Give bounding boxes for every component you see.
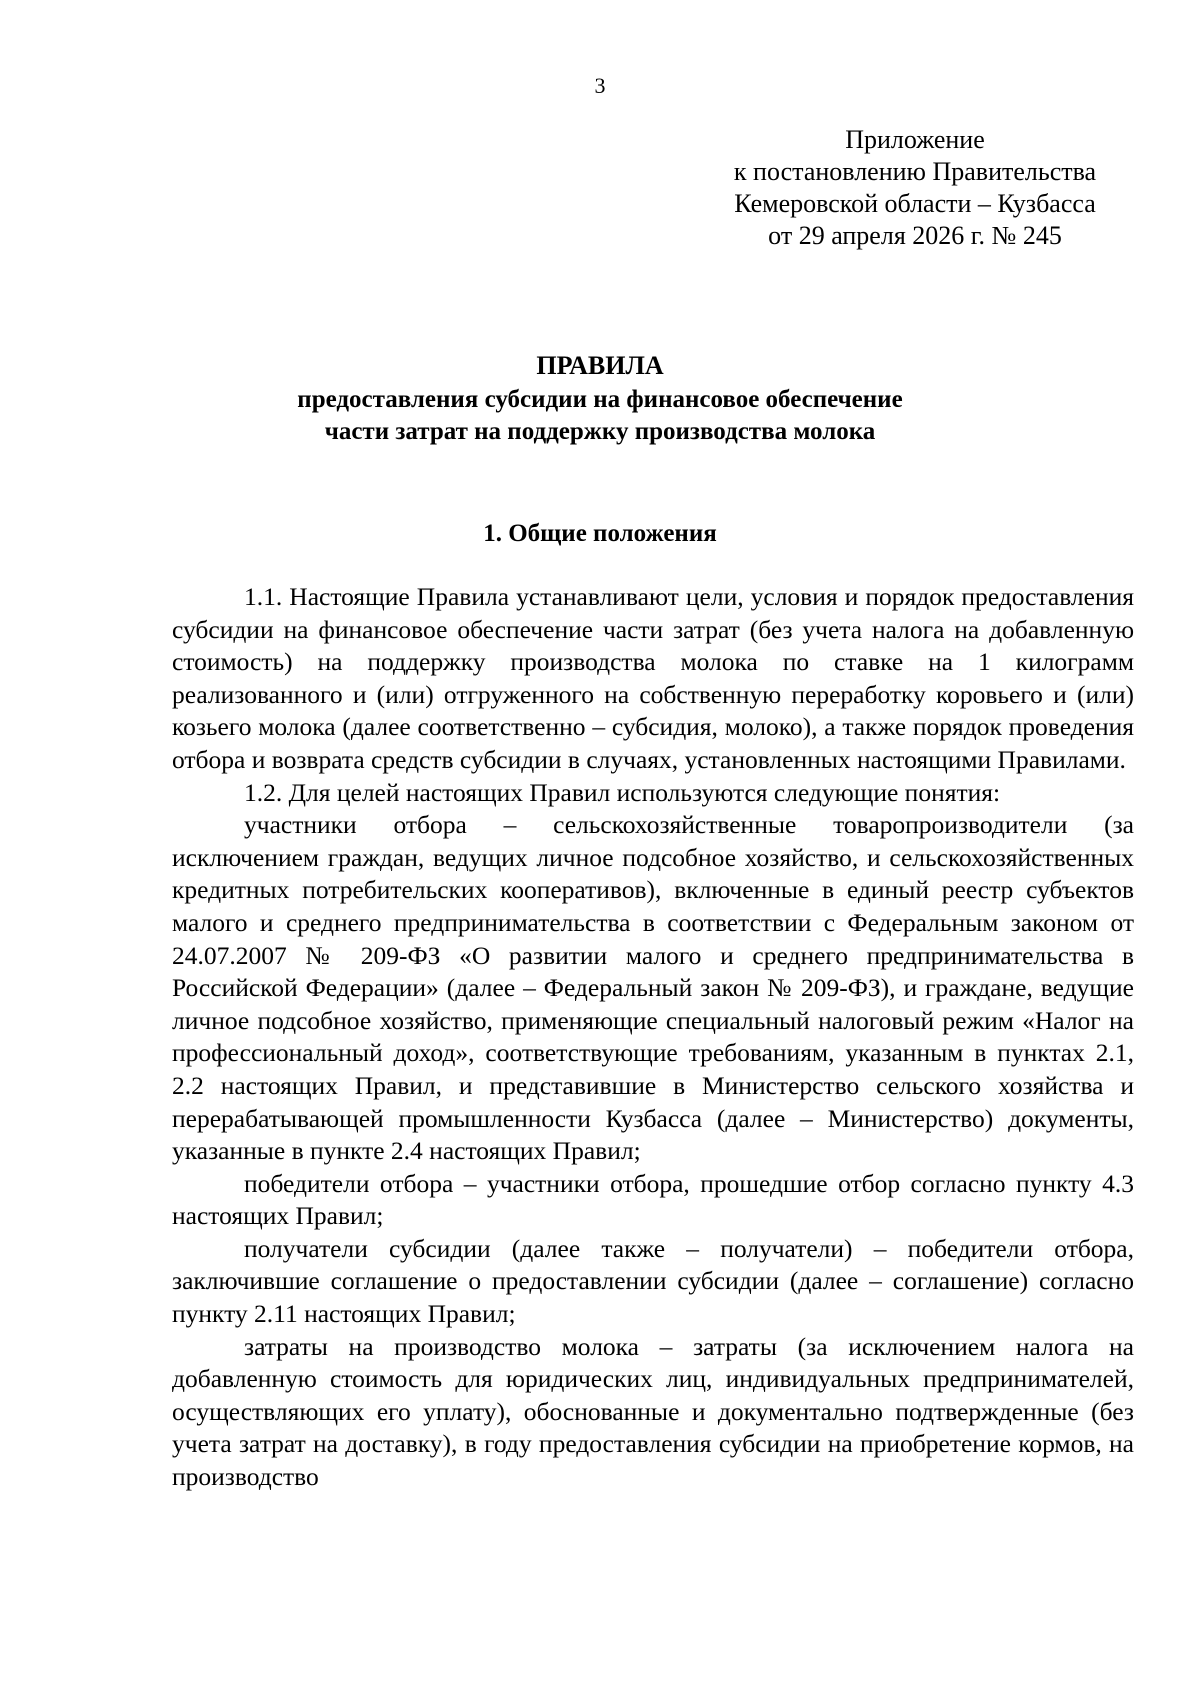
- body-text: [172, 581, 1134, 1494]
- title-subtitle-line-1: предоставления субсидии на финансовое обеспечение: [297, 386, 903, 413]
- definition-recipients: получатели субсидии (далее также – получатели) – победители отбора, заключившие соглашение о предоставлении субсидии (далее – соглашение) согласно пункту 2.11 настоящих Правил;: [172, 1233, 1134, 1329]
- appendix-line-2: к постановлению Правительства: [733, 157, 1097, 186]
- appendix-line-1: Приложение: [845, 125, 985, 154]
- paragraph-1-1: 1.1. Настоящие Правила устанавливают цели, условия и порядок предоставления субсидии на финансовое обеспечение части затрат (без учета налога на добавленную стоимость) на поддержку производства молока по ставке на 1 килограмм реализованного и (или) отгруженного на собственную переработку коровьего и (или) козьего молока (далее соответственно – субсидия, молоко), а также порядок проведения отбора и возврата средств субсидии в случаях, установленных настоящими Правилами.: [172, 582, 1134, 774]
- appendix-block: [700, 124, 1130, 252]
- definition-costs: затраты на производство молока – затраты (за исключением налога на добавленную стоимость для юридических лиц, индивидуальных предпринимателей, осуществляющих его уплату), обоснованные и документально подтвержденные (без учета затрат на доставку), в году предоставления субсидии на приобретение кормов, на производство: [172, 1331, 1134, 1492]
- document-title: [0, 350, 1200, 448]
- appendix-line-4: от 29 апреля 2026 г. № 245: [768, 221, 1062, 250]
- title-subtitle-line-2: части затрат на поддержку производства молока: [324, 418, 876, 445]
- section-heading: 1. Общие положения: [483, 520, 717, 547]
- definition-participants: участники отбора – сельскохозяйственные товаропроизводители (за исключением граждан, ведущих личное подсобное хозяйство, и сельскохозяйственных кредитных потребительских кооперативов), включенные в единый реестр субъектов малого и среднего предпринимательства в соответствии с Федеральным законом от 24.07.2007 № 209-ФЗ «О развитии малого и среднего предпринимательства в Российской Федерации» (далее – Федеральный закон № 209-ФЗ), и граждане, ведущие личное подсобное хозяйство, применяющие специальный налоговый режим «Налог на профессиональный доход», соответствующие требованиям, указанным в пунктах 2.1, 2.2 настоящих Правил, и представившие в Министерство сельского хозяйства и перерабатывающей промышленности Кузбасса (далее – Министерство) документы, указанные в пункте 2.4 настоящих Правил;: [172, 810, 1134, 1166]
- title-main: ПРАВИЛА: [536, 351, 664, 380]
- definition-winners: победители отбора – участники отбора, прошедшие отбор согласно пункту 4.3 настоящих Правил;: [172, 1168, 1134, 1231]
- page-number: 3: [594, 73, 606, 98]
- appendix-line-3: Кемеровской области – Кузбасса: [734, 189, 1096, 218]
- paragraph-1-2: 1.2. Для целей настоящих Правил используются следующие понятия:: [244, 777, 1001, 807]
